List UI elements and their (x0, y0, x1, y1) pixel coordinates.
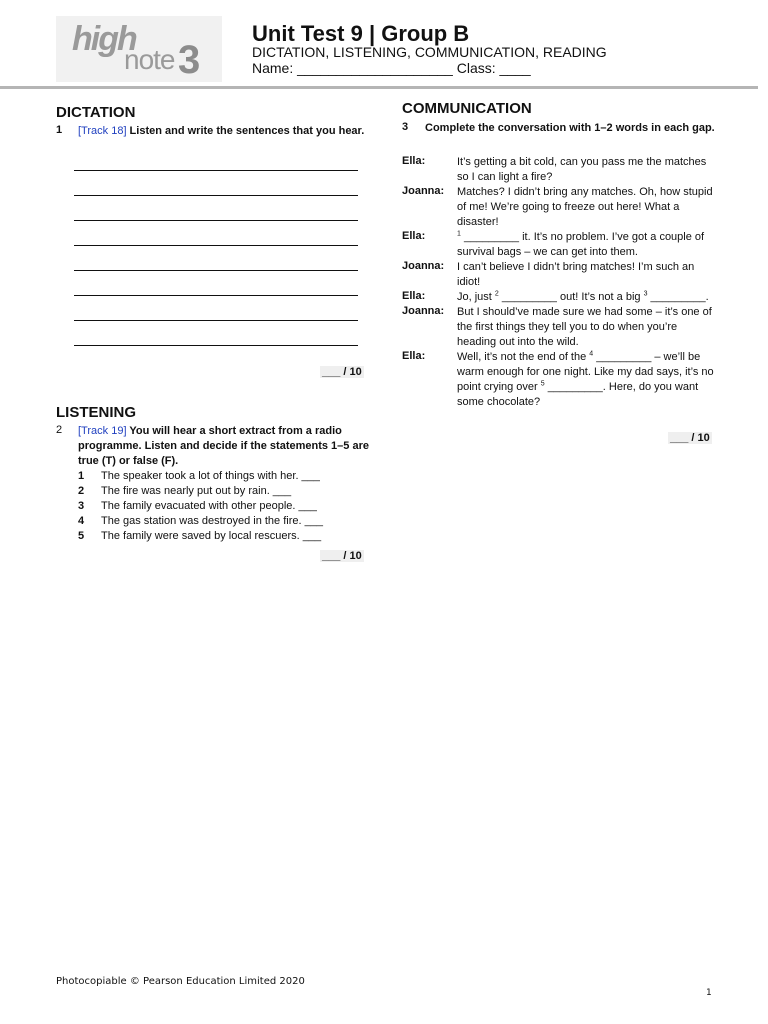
conversation-line (402, 230, 722, 260)
gap-number: 5 (540, 380, 545, 388)
statement-text: The family evacuated with other people. ___ (101, 500, 317, 512)
communication-instruction: Complete the conversation with 1–2 words in each gap. (425, 122, 715, 134)
communication-question-number: 3 (402, 121, 409, 133)
line-text: But I should’ve made sure we had some – it’s one of the first things they tell you to do when you’re heading out into the wild. (457, 306, 712, 348)
line-text: _________ out! It’s not a big (498, 291, 644, 303)
answer-line-1[interactable] (74, 170, 358, 171)
page-subtitle: DICTATION, LISTENING, COMMUNICATION, READING (252, 44, 607, 60)
statement-number: 5 (78, 530, 85, 542)
conversation-line (402, 350, 722, 410)
statement-text: The family were saved by local rescuers. ___ (101, 530, 322, 542)
gap-number: 3 (643, 290, 648, 298)
page-title: Unit Test 9 | Group B (252, 21, 470, 46)
speaker-name: Joanna: (402, 305, 445, 317)
line-text: I can’t believe I didn’t bring matches! I’m such an idiot! (457, 261, 695, 288)
speaker-name: Ella: (402, 230, 426, 242)
listening-question-number: 2 (56, 424, 63, 436)
line-text: _________ – we’ll be warm enough for one night. Like my dad says, it’s no point crying over (457, 351, 714, 393)
listening-heading: LISTENING (56, 404, 137, 421)
logo-number: 3 (178, 38, 201, 82)
line-text: _________. Here, do you want some chocolate? (457, 381, 699, 408)
answer-line-7[interactable] (74, 320, 358, 321)
line-text: Jo, just (457, 291, 495, 303)
speaker-line (457, 350, 717, 410)
conversation-line (402, 305, 722, 350)
speaker-line (457, 230, 717, 260)
speaker-line (457, 305, 717, 350)
copyright-footer: Photocopiable © Pearson Education Limited 2020 (56, 976, 305, 987)
gap-number: 2 (494, 290, 499, 298)
listening-instruction (78, 424, 370, 469)
line-text: Matches? I didn’t bring any matches. Oh, how stupid of me! We’re going to freeze out here! What a disaster! (457, 186, 713, 228)
statement-number: 1 (78, 470, 85, 482)
dictation-question-number: 1 (56, 124, 63, 136)
answer-line-4[interactable] (74, 245, 358, 246)
statement-text: The fire was nearly put out by rain. ___ (101, 485, 292, 497)
listening-instruction-text: You will hear a short extract from a radio programme. Listen and decide if the statements 1–5 are true (T) or false (F). (78, 425, 369, 467)
answer-line-2[interactable] (74, 195, 358, 196)
speaker-line (457, 185, 717, 230)
dictation-instruction (78, 124, 368, 139)
answer-line-8[interactable] (74, 345, 358, 346)
answer-line-5[interactable] (74, 270, 358, 271)
conversation-line (402, 155, 722, 185)
speaker-line (457, 290, 717, 305)
speaker-name: Joanna: (402, 185, 445, 197)
speaker-line (457, 260, 717, 290)
gap-number: 1 (457, 230, 461, 238)
line-text: _________ it. It’s no problem. I’ve got a couple of survival bags – we can get into them. (457, 231, 705, 258)
speaker-line (457, 155, 717, 185)
conversation (402, 155, 722, 410)
track-label: [Track 19] (78, 425, 127, 437)
statement-text: The gas station was destroyed in the fire. ___ (101, 515, 323, 527)
conversation-line (402, 290, 722, 305)
listening-score: ___ / 10 (322, 550, 362, 562)
page-number: 1 (706, 988, 712, 998)
answer-line-3[interactable] (74, 220, 358, 221)
dictation-instruction-text: Listen and write the sentences that you hear. (126, 125, 365, 137)
statement-number: 2 (78, 485, 85, 497)
statement-text: The speaker took a lot of things with her. ___ (101, 470, 320, 482)
dictation-heading: DICTATION (56, 104, 136, 121)
conversation-line (402, 260, 722, 290)
speaker-name: Joanna: (402, 260, 445, 272)
name-class-line: Name: ____________________ Class: ____ (252, 60, 531, 76)
logo-word-note: note (124, 44, 175, 75)
gap-number: 4 (589, 350, 594, 358)
speaker-name: Ella: (402, 155, 426, 167)
line-text: _________. (647, 291, 709, 303)
track-label: [Track 18] (78, 125, 127, 137)
conversation-line (402, 185, 722, 230)
line-text: It’s getting a bit cold, can you pass me the matches so I can light a fire? (457, 156, 707, 183)
dictation-score: ___ / 10 (322, 366, 362, 378)
speaker-name: Ella: (402, 350, 426, 362)
statement-number: 4 (78, 515, 85, 527)
communication-heading: COMMUNICATION (402, 100, 532, 117)
line-text: Well, it’s not the end of the (457, 351, 590, 363)
header-divider (0, 86, 758, 89)
logo-word-high: high (72, 20, 136, 58)
statement-number: 3 (78, 500, 85, 512)
communication-score: ___ / 10 (670, 432, 710, 444)
answer-line-6[interactable] (74, 295, 358, 296)
speaker-name: Ella: (402, 290, 426, 302)
